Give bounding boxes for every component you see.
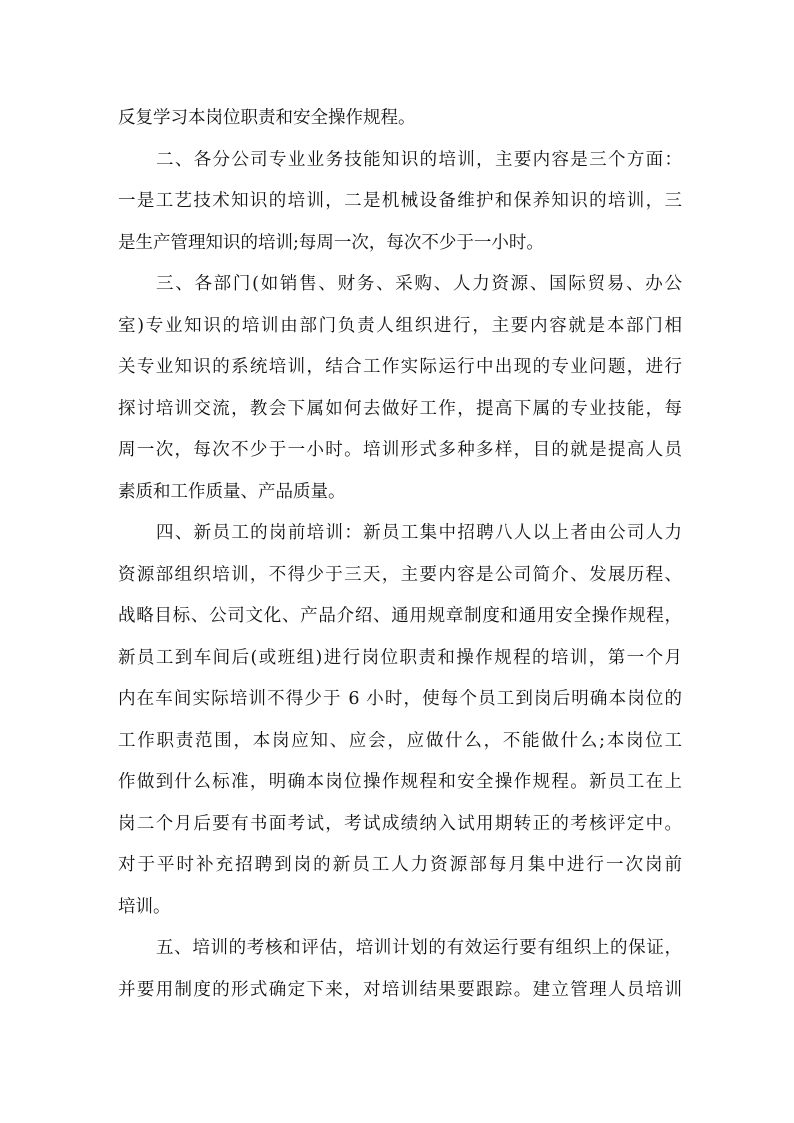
text-line-11: 四、新员工的岗前培训：新员工集中招聘八人以上者由公司人力	[156, 523, 682, 543]
text-line-2: 二、各分公司专业业务技能知识的培训，主要内容是三个方面：	[156, 149, 682, 170]
text-line-14: 新员工到车间后(或班组)进行岗位职责和操作规程的培训，第一个月	[118, 647, 682, 668]
text-line-19: 对于平时补充招聘到岗的新员工人力资源部每月集中进行一次岗前	[118, 855, 682, 875]
text-line-15: 内在车间实际培训不得少于 6 小时，使每个员工到岗后明确本岗位的	[118, 689, 682, 709]
text-line-5: 三、各部门(如销售、财务、采购、人力资源、国际贸易、办公	[156, 274, 682, 294]
text-line-21: 五、培训的考核和评估，培训计划的有效运行要有组织上的保证，	[156, 938, 682, 958]
text-line-3: 一是工艺技术知识的培训，二是机械设备维护和保养知识的培训，三	[118, 191, 682, 211]
text-line-7: 关专业知识的系统培训，结合工作实际运行中出现的专业问题，进行	[118, 357, 682, 377]
text-line-12: 资源部组织培训，不得少于三天，主要内容是公司简介、发展历程、	[118, 564, 682, 585]
text-line-8: 探讨培训交流，教会下属如何去做好工作，提高下属的专业技能，每	[118, 398, 682, 419]
text-line-10: 素质和工作质量、产品质量。	[118, 481, 346, 502]
text-line-1: 反复学习本岗位职责和安全操作规程。	[118, 108, 416, 128]
text-line-22: 并要用制度的形式确定下来，对培训结果要跟踪。建立管理人员培训	[118, 979, 682, 1000]
text-line-9: 周一次，每次不少于一小时。培训形式多种多样，目的就是提高人员	[118, 440, 682, 460]
text-line-6: 室)专业知识的培训由部门负责人组织进行，主要内容就是本部门相	[118, 315, 682, 336]
text-line-16: 工作职责范围，本岗应知、应会，应做什么，不能做什么;本岗位工	[118, 730, 682, 751]
text-line-18: 岗二个月后要有书面考试，考试成绩纳入试用期转正的考核评定中。	[118, 813, 682, 834]
document-body	[118, 98, 682, 1011]
text-line-13: 战略目标、公司文化、产品介绍、通用规章制度和通用安全操作规程，	[118, 606, 682, 626]
text-line-17: 作做到什么标准，明确本岗位操作规程和安全操作规程。新员工在上	[118, 772, 682, 792]
text-line-4: 是生产管理知识的培训;每周一次，每次不少于一小时。	[118, 232, 544, 253]
text-line-20: 培训。	[118, 896, 171, 917]
